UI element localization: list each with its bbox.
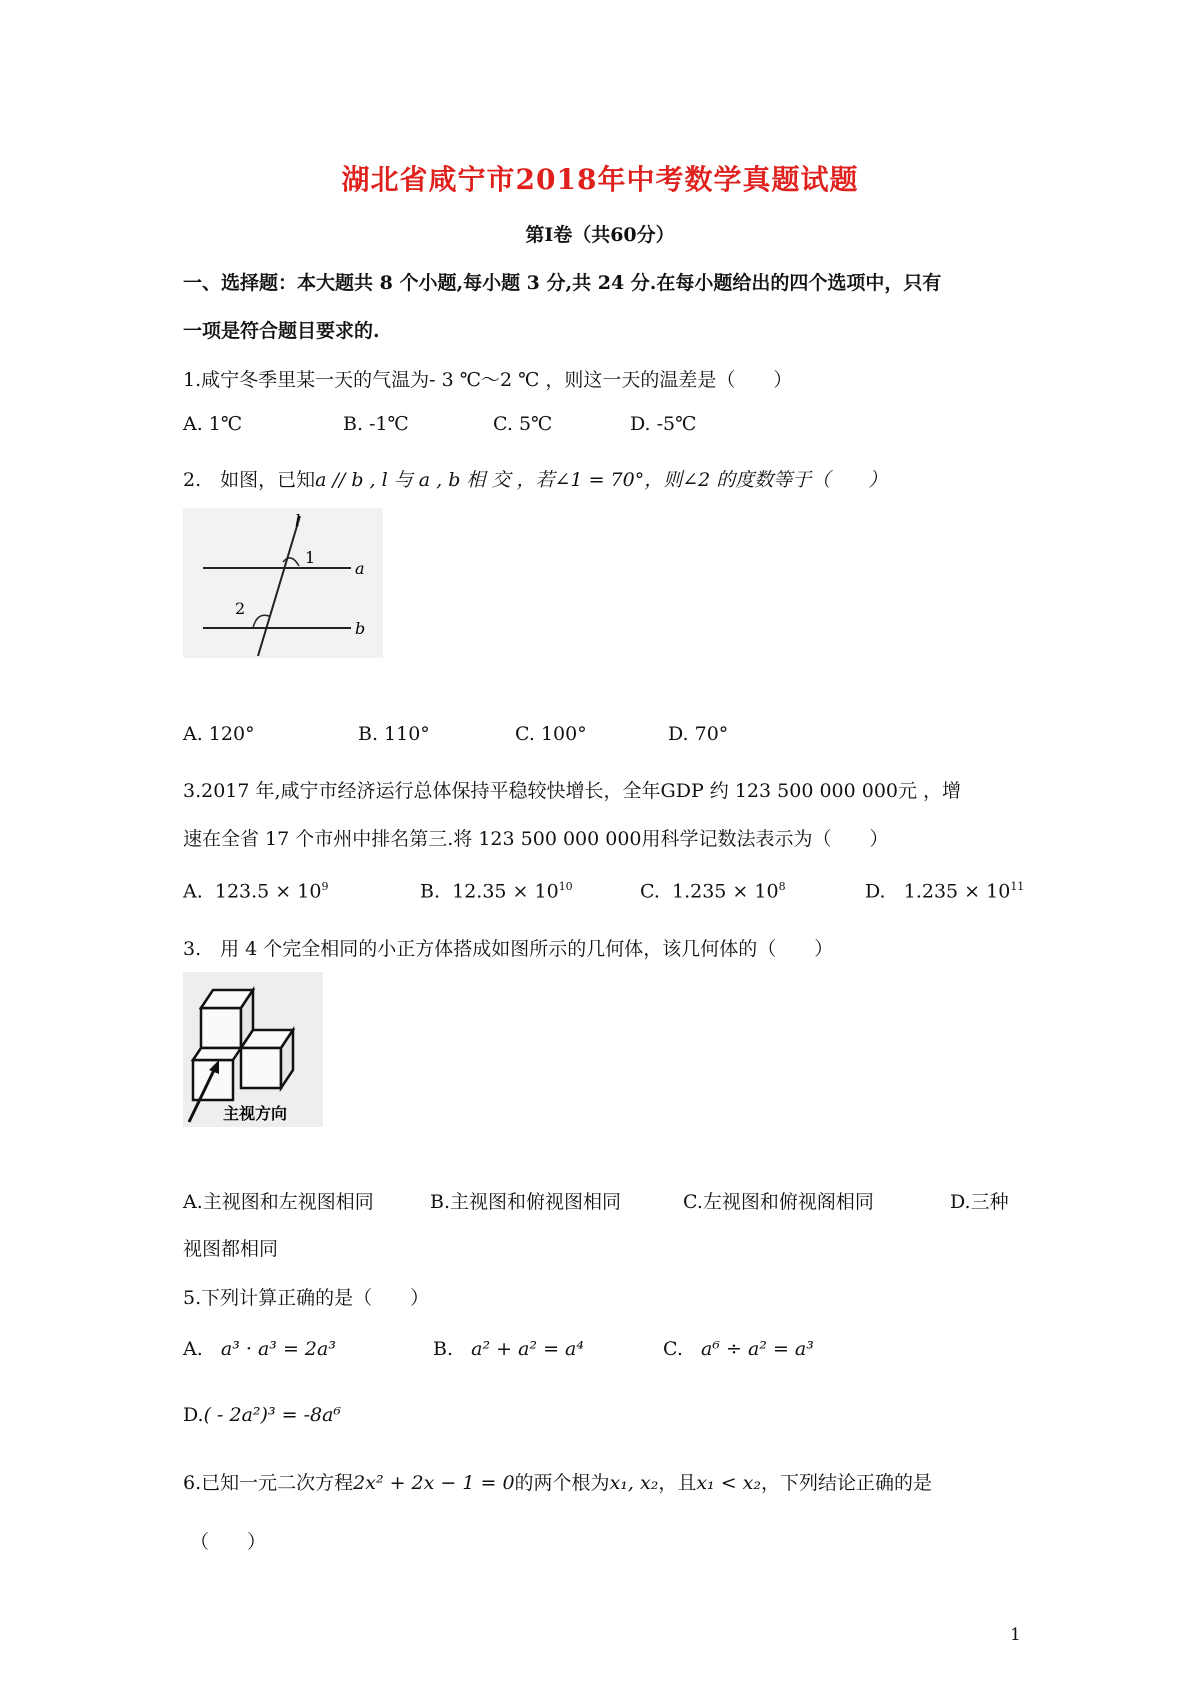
label-a: a <box>355 559 365 578</box>
q4-option-b: B.主视图和俯视图相同 <box>430 1191 622 1213</box>
question-6-text-line1: 6.已知一元二次方程2x² + 2x − 1 = 0的两个根为x₁, x₂，且x₁ < x₂，下列结论正确的是 <box>183 1472 933 1494</box>
q1-option-b: B. -1℃ <box>343 413 409 435</box>
q4-option-a: A.主视图和左视图相同 <box>183 1191 374 1213</box>
q2-option-a: A. 120° <box>183 723 255 745</box>
q3-option-a: A. $123.5 \times 10^9$ <box>183 880 329 903</box>
label-angle-1: 1 <box>305 548 316 567</box>
question-4-text: 3. 用 4 个完全相同的小正方体搭成如图所示的几何体，该几何体的（ ） <box>183 938 834 960</box>
view-direction-caption: 主视方向 <box>223 1104 288 1123</box>
q6-equation: 2x² + 2x − 1 = 0 <box>353 1472 515 1494</box>
q2-condition: a // b , l 与 a , b 相 交 ，若∠1 = 70°，则∠2 的度数等于（ ） <box>315 469 888 491</box>
page-title: 湖北省咸宁市2018年中考数学真题试题 <box>341 163 859 196</box>
question-6-text-line2: （ ） <box>190 1531 267 1553</box>
right-cube-front <box>241 1048 281 1088</box>
q2-option-c: C. 100° <box>515 723 587 745</box>
q5-option-d: D.( - 2a²)³ = -8a⁶ <box>183 1404 342 1426</box>
q5-option-b: B. a² + a² = a⁴ <box>433 1338 584 1360</box>
q2-option-b: B. 110° <box>358 723 430 745</box>
q6-condition: x₁ < x₂ <box>696 1472 761 1494</box>
cubes-figure <box>183 972 323 1127</box>
q5-option-a: A. a³ · a³ = 2a³ <box>183 1338 336 1360</box>
paper-subtitle: 第Ⅰ卷（共60分） <box>525 224 675 246</box>
question-3-text-line1: 3.2017 年,咸宁市经济运行总体保持平稳较快增长，全年GDP 约 123 500 000 000元 ，增 <box>183 780 962 802</box>
label-angle-2: 2 <box>235 599 246 618</box>
page-number: 1 <box>1010 1625 1021 1645</box>
q5-option-c: C. a⁶ ÷ a² = a³ <box>663 1338 814 1360</box>
q4-option-c: C.左视图和俯视阁相同 <box>683 1191 874 1213</box>
q2-option-d: D. 70° <box>668 723 729 745</box>
label-l: l <box>295 511 301 530</box>
q1-option-a: A. 1℃ <box>183 413 243 435</box>
front-cube-top <box>193 1048 241 1060</box>
label-b: b <box>355 619 366 638</box>
q4-option-d-continued: 视图都相同 <box>183 1238 279 1260</box>
question-3-text-line2: 速在全省 17 个市州中排名第三.将 123 500 000 000用科学记数法表示为（ ） <box>183 828 889 850</box>
q2-prefix: 2. 如图，已知 <box>183 469 316 491</box>
q3-option-b: B. $12.35 \times 10^{10}$ <box>420 880 573 903</box>
parallel-lines-figure <box>183 508 383 658</box>
question-5-text: 5.下列计算正确的是（ ） <box>183 1287 430 1309</box>
q6-roots: x₁, x₂ <box>609 1472 659 1494</box>
question-1-text: 1.咸宁冬季里某一天的气温为- 3 ℃～2 ℃ ，则这一天的温差是（ ） <box>183 369 793 391</box>
q4-option-d: D.三种 <box>950 1191 1009 1213</box>
section-heading-line1: 一、选择题：本大题共 8 个小题,每小题 3 分,共 24 分.在每小题给出的四个选项中，只有 <box>183 272 942 294</box>
q1-option-d: D. -5℃ <box>630 413 697 435</box>
q3-option-c: C. $1.235 \times 10^8$ <box>640 880 786 903</box>
question-2-text <box>183 465 887 492</box>
figure-background <box>183 508 383 658</box>
section-heading-line2: 一项是符合题目要求的. <box>183 320 380 342</box>
q3-option-d: D. $1.235 \times 10^{11}$ <box>865 880 1025 903</box>
top-cube-front <box>201 1008 241 1048</box>
q1-option-c: C. 5℃ <box>493 413 553 435</box>
